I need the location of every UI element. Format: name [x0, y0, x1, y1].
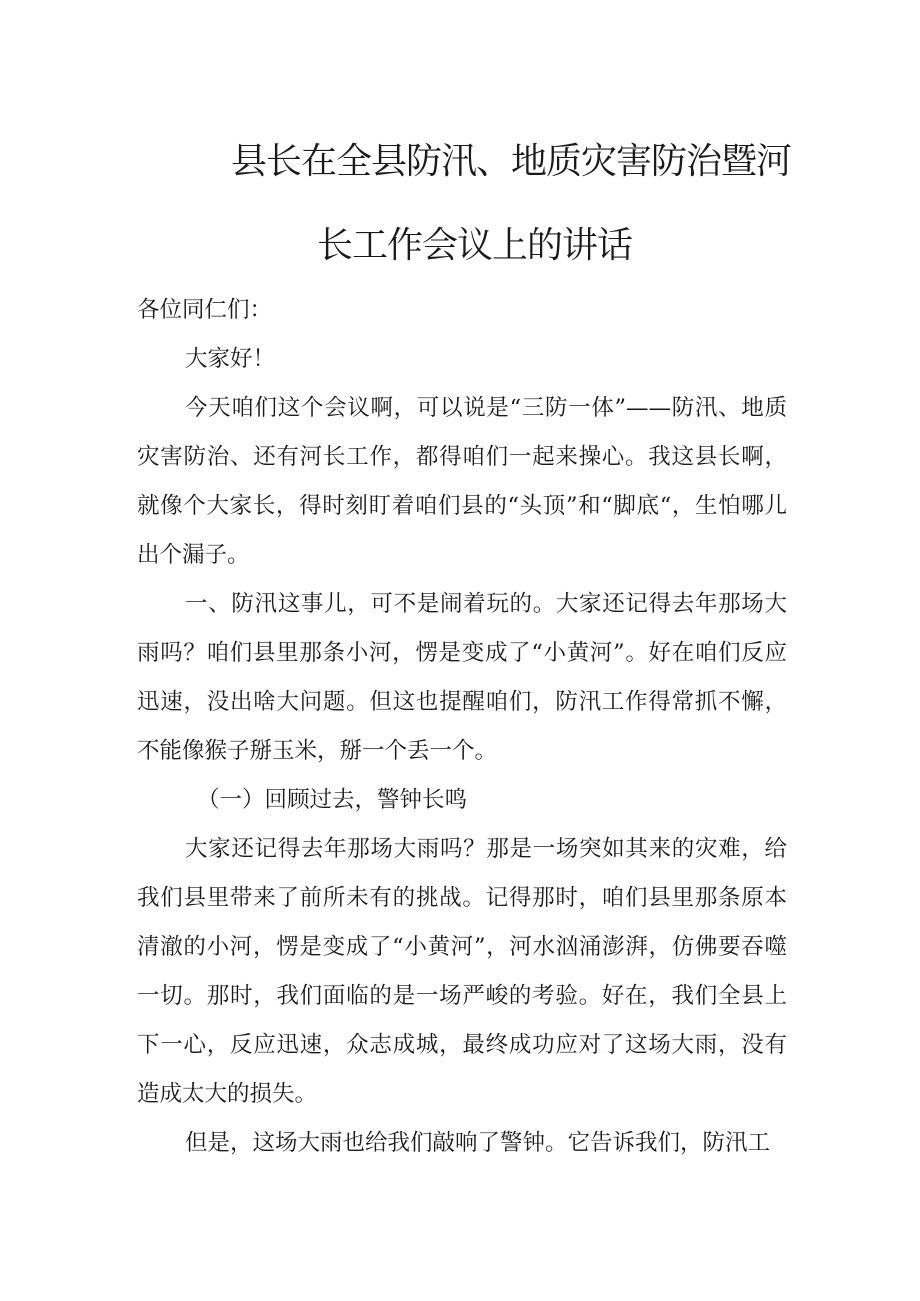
- subsection-heading: （一）回顾过去，警钟长鸣: [197, 787, 468, 813]
- paragraph-warning: 但是，这场大雨也给我们敲响了警钟。它告诉我们，防汛工: [185, 1130, 771, 1156]
- paragraph-intro: 今天咱们这个会议啊，可以说是“三防一体”——防汛、地质灾害防治、还有河长工作，都得咱们一起来操心。我这县长啊，就像个大家长，得时刻盯着咱们县的“头顶”和“脚底“，生怕哪儿出个漏子。: [137, 395, 787, 568]
- document-title-line-1: 县长在全县防汛、地质灾害防治暨河: [231, 141, 792, 182]
- paragraph-greeting: 大家好！: [185, 346, 276, 372]
- document-title-line-2: 长工作会议上的讲话: [317, 225, 633, 266]
- document-body: [137, 286, 787, 1168]
- salutation: 各位同仁们：: [137, 297, 273, 323]
- paragraph-section-1: 一、防汛这事儿，可不是闹着玩的。大家还记得去年那场大雨吗？咱们县里那条小河，愣是变成了“小黄河”。好在咱们反应迅速，没出啥大问题。但这也提醒咱们，防汛工作得常抓不懈，不能像猴子掰玉米，掰一个丢一个。: [137, 591, 787, 764]
- paragraph-review: 大家还记得去年那场大雨吗？那是一场突如其来的灾难，给我们县里带来了前所未有的挑战。记得那时，咱们县里那条原本清澈的小河，愣是变成了“小黄河”，河水汹涌澎湃，仿佛要吞噬一切。那时，我们面临的是一场严峻的考验。好在，我们全县上下一心，反应迅速，众志成城，最终成功应对了这场大雨，没有造成太大的损失。: [137, 836, 787, 1107]
